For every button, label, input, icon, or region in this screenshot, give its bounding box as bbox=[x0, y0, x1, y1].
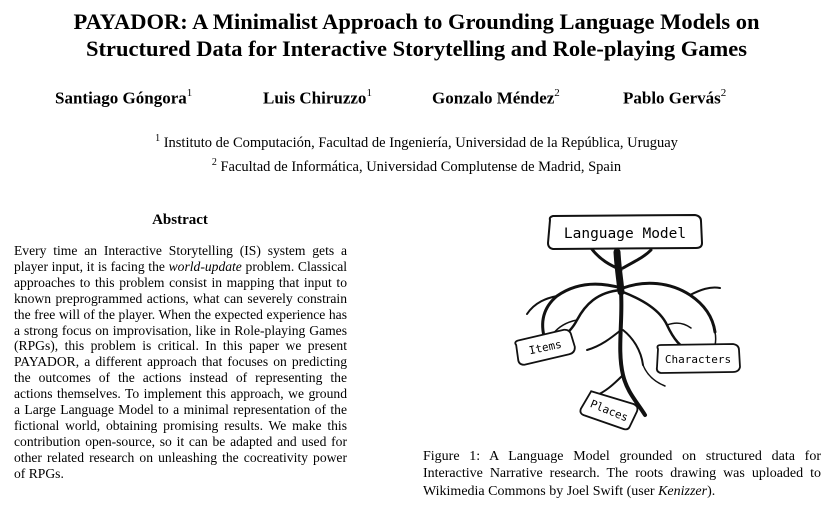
abstract-heading: Abstract bbox=[152, 212, 208, 228]
abstract-text-1: Every time an Interactive Storytelling (IS) system gets a player input, it is facing the bbox=[14, 243, 347, 274]
affiliation-2 bbox=[0, 153, 833, 177]
author-affil-mark: 1 bbox=[366, 87, 372, 99]
items-node bbox=[514, 328, 576, 366]
items-label: Items bbox=[527, 337, 563, 358]
paper-title bbox=[0, 8, 833, 62]
author-1 bbox=[55, 88, 192, 109]
caption-text-1: Figure 1: A Language Model grounded on structured data for Interactive Narrative research. The roots drawing was uploaded to Wikimedia Commons by Joel Swift (user bbox=[423, 449, 821, 499]
author-affil-mark: 2 bbox=[554, 87, 560, 99]
author-2 bbox=[263, 88, 372, 109]
affiliation-text: Facultad de Informática, Universidad Complutense de Madrid, Spain bbox=[220, 158, 622, 175]
places-label: Places bbox=[588, 397, 631, 425]
roots-drawing bbox=[505, 210, 745, 435]
author-affil-mark: 2 bbox=[720, 87, 727, 99]
characters-label: Characters bbox=[664, 353, 732, 366]
affiliation-text: Instituto de Computación, Facultad de Ingeniería, Universidad de la República, Uruguay bbox=[163, 134, 678, 151]
caption-emphasis: Kenizzer bbox=[658, 483, 708, 499]
author-4 bbox=[623, 88, 726, 109]
figure-roots-diagram bbox=[505, 210, 745, 435]
affiliation-mark: 2 bbox=[211, 156, 217, 168]
author-list bbox=[0, 88, 833, 114]
author-name: Luis Chiruzzo bbox=[263, 88, 367, 108]
figure-caption bbox=[423, 448, 821, 500]
affiliation-mark: 1 bbox=[155, 133, 161, 144]
author-name: Pablo Gervás bbox=[623, 88, 721, 108]
abstract-emphasis: world-update bbox=[168, 258, 242, 274]
author-affil-mark: 1 bbox=[186, 87, 193, 99]
abstract-text-2: problem. Classical approaches to this problem consist in mapping that input to known preprogrammed actions, what can severely constrain the free will of the player. When the expected experience has a strong focus on improvisation, like in Role-playing Games (RPGs), this problem is critical. In this paper we present PAYADOR, a different approach that focuses on predicting the outcomes of the actions instead of representing the actions themselves. To implement this approach, we ground a Large Language Model to a minimal representation of the fictional world, obtaining promising results. We make this contribution open-source, so it can be adapted and used for other related research on unleashing the cocreativity power of RPGs. bbox=[14, 258, 348, 481]
affiliation-1 bbox=[0, 129, 833, 153]
characters-node bbox=[657, 344, 740, 373]
abstract-body bbox=[14, 243, 347, 482]
author-name: Santiago Góngora bbox=[55, 88, 187, 108]
author-3 bbox=[432, 88, 560, 109]
language-model-node bbox=[548, 215, 702, 249]
title-line-1: PAYADOR: A Minimalist Approach to Grounding Language Models on bbox=[73, 9, 760, 34]
language-model-label: Language Model bbox=[563, 226, 687, 242]
caption-text-2: ). bbox=[707, 483, 716, 499]
affiliations bbox=[0, 129, 833, 177]
title-line-2: Structured Data for Interactive Storytelling and Role-playing Games bbox=[86, 36, 747, 61]
author-name: Gonzalo Méndez bbox=[432, 88, 555, 108]
